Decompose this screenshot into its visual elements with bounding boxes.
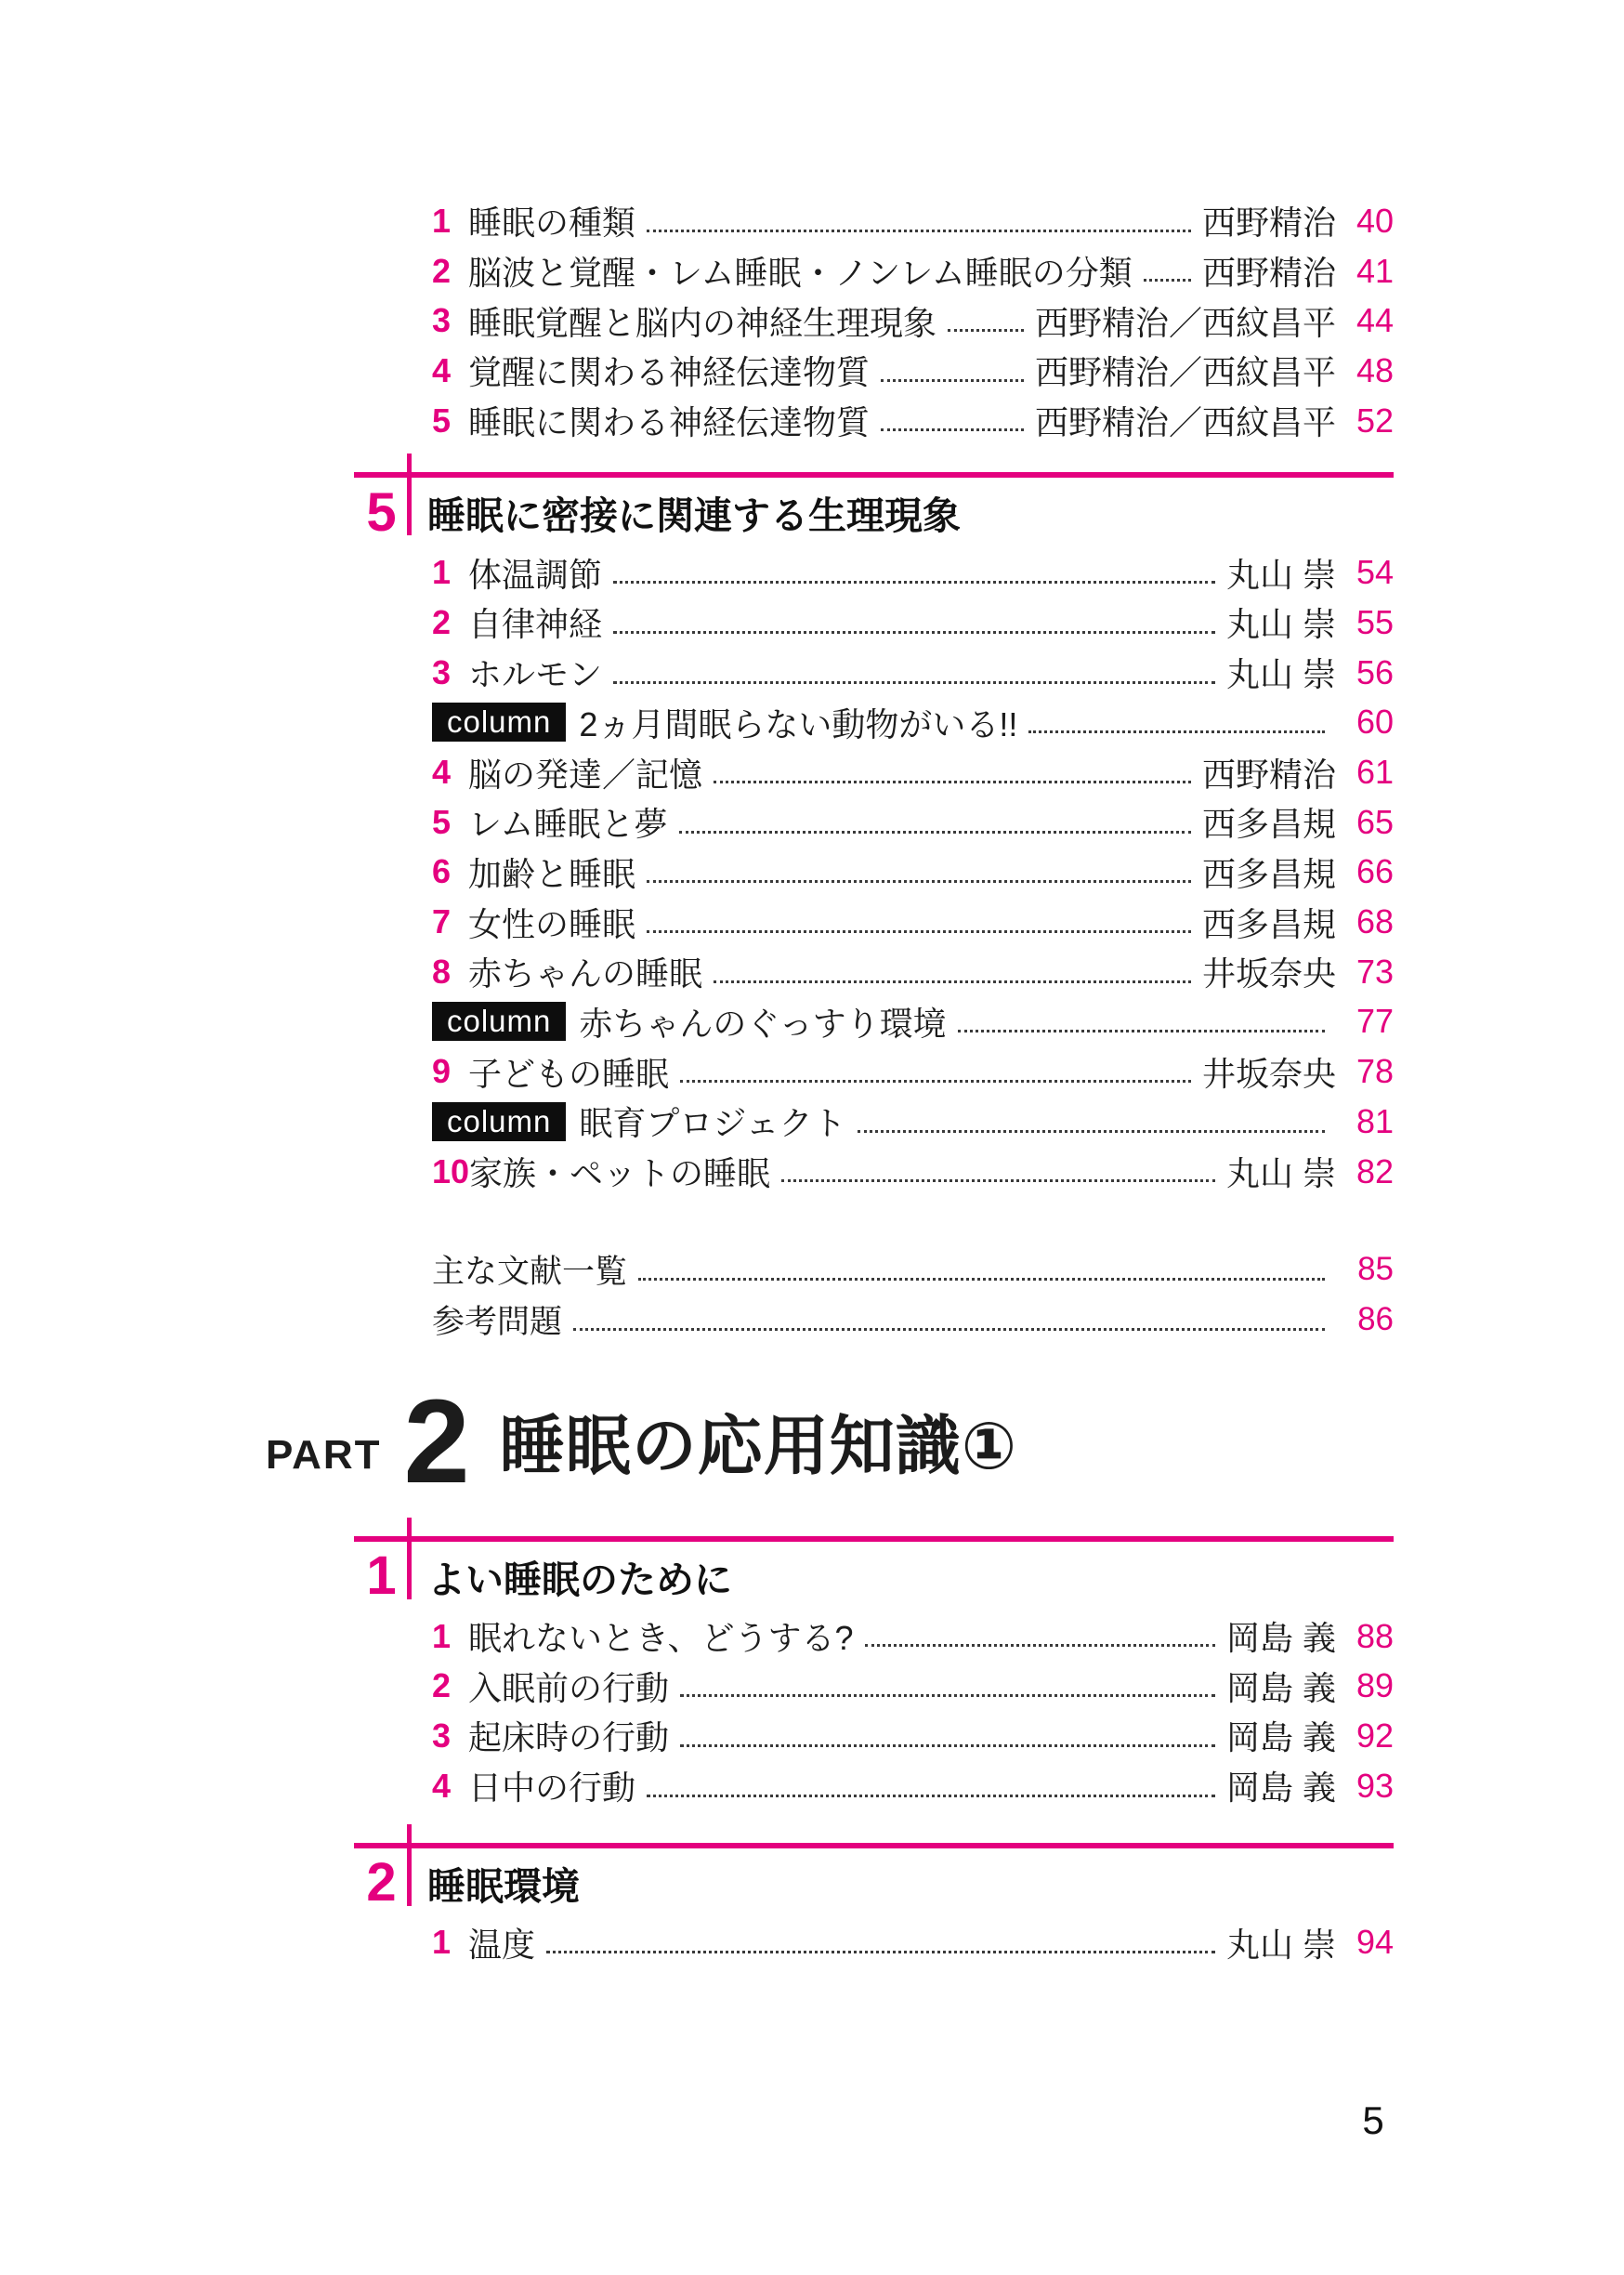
dot-leader bbox=[958, 1030, 1325, 1032]
toc-row bbox=[354, 598, 1394, 648]
toc-row bbox=[354, 547, 1394, 598]
item-author: 西野精治 bbox=[1201, 204, 1336, 243]
item-author: 岡島 義 bbox=[1225, 1668, 1336, 1707]
toc-section bbox=[354, 472, 1394, 1196]
dot-leader bbox=[613, 681, 1215, 684]
toc-group bbox=[354, 1244, 1394, 1344]
item-number: 5 bbox=[432, 401, 452, 440]
dot-leader bbox=[679, 831, 1191, 834]
item-page: 82 bbox=[1356, 1151, 1394, 1190]
toc-row bbox=[354, 797, 1394, 848]
section-number: 5 bbox=[366, 481, 397, 543]
item-author: 西多昌規 bbox=[1201, 854, 1336, 893]
section-number: 2 bbox=[366, 1852, 397, 1913]
item-title: 眠育プロジェクト bbox=[579, 1104, 846, 1143]
item-page: 41 bbox=[1356, 251, 1394, 290]
item-author: 丸山 崇 bbox=[1225, 1154, 1336, 1193]
toc-row bbox=[354, 1611, 1394, 1662]
item-author: 西野精治／西紋昌平 bbox=[1034, 303, 1336, 342]
toc-section bbox=[354, 1536, 1394, 1811]
item-title: 赤ちゃんの睡眠 bbox=[468, 954, 703, 993]
column-badge: column bbox=[432, 1002, 566, 1041]
item-number: 7 bbox=[432, 902, 452, 941]
item-title: 起床時の行動 bbox=[468, 1718, 670, 1757]
toc-row bbox=[354, 1097, 1394, 1147]
item-page: 52 bbox=[1356, 401, 1394, 440]
item-author: 西野精治 bbox=[1201, 254, 1336, 293]
item-page: 68 bbox=[1356, 902, 1394, 941]
dot-leader bbox=[714, 781, 1191, 783]
table-of-contents bbox=[266, 0, 1394, 1967]
part-heading bbox=[266, 1374, 1394, 1508]
item-page: 85 bbox=[1357, 1251, 1394, 1288]
column-badge: column bbox=[432, 703, 566, 742]
toc-row bbox=[354, 296, 1394, 346]
toc-row bbox=[354, 1244, 1394, 1295]
item-title: 睡眠覚醒と脳内の神経生理現象 bbox=[468, 303, 937, 342]
toc-row bbox=[354, 1661, 1394, 1711]
item-page: 81 bbox=[1356, 1101, 1394, 1140]
item-author: 西野精治 bbox=[1201, 755, 1336, 794]
toc-row bbox=[354, 196, 1394, 246]
dot-leader bbox=[1144, 279, 1191, 282]
item-number: 10 bbox=[432, 1151, 470, 1190]
dot-leader bbox=[881, 428, 1024, 431]
section-tick bbox=[407, 1518, 412, 1599]
item-number: 1 bbox=[432, 201, 452, 240]
dot-leader bbox=[613, 581, 1215, 584]
item-title: 子どもの睡眠 bbox=[468, 1054, 670, 1093]
item-page: 55 bbox=[1356, 602, 1394, 641]
item-number: 1 bbox=[432, 1616, 452, 1655]
item-page: 48 bbox=[1356, 350, 1394, 389]
item-number: 2 bbox=[432, 1666, 452, 1705]
item-page: 73 bbox=[1356, 952, 1394, 991]
section-number: 1 bbox=[366, 1545, 397, 1607]
item-title: ホルモン bbox=[468, 655, 603, 694]
section-heading bbox=[354, 478, 1394, 547]
item-title: 温度 bbox=[468, 1925, 536, 1964]
dot-leader bbox=[1028, 730, 1325, 733]
item-author: 丸山 崇 bbox=[1225, 555, 1336, 594]
item-author: 西野精治／西紋昌平 bbox=[1034, 403, 1336, 442]
part-title: 睡眠の応用知識① bbox=[499, 1409, 1017, 1482]
item-author: 西多昌規 bbox=[1201, 805, 1336, 844]
item-title: 眠れないとき、どうする? bbox=[468, 1619, 854, 1658]
item-title: 加齢と睡眠 bbox=[468, 854, 636, 893]
dot-leader bbox=[647, 230, 1191, 232]
part-number: 2 bbox=[403, 1374, 470, 1508]
item-author: 井坂奈央 bbox=[1201, 1054, 1336, 1093]
toc-section bbox=[354, 1843, 1394, 1968]
part-label: PART bbox=[266, 1431, 382, 1478]
dot-leader bbox=[881, 379, 1024, 382]
toc-row bbox=[354, 698, 1394, 748]
section-tick bbox=[407, 454, 412, 535]
item-author: 岡島 義 bbox=[1225, 1769, 1336, 1808]
item-page: 65 bbox=[1356, 802, 1394, 841]
toc-row bbox=[354, 396, 1394, 446]
item-title: 脳波と覚醒・レム睡眠・ノンレム睡眠の分類 bbox=[468, 254, 1133, 293]
toc-row bbox=[354, 1147, 1394, 1197]
item-title: 覚醒に関わる神経伝達物質 bbox=[468, 353, 871, 392]
item-author: 丸山 崇 bbox=[1225, 1925, 1336, 1964]
item-author: 岡島 義 bbox=[1225, 1619, 1336, 1658]
dot-leader bbox=[546, 1951, 1215, 1953]
section-title: よい睡眠のために bbox=[427, 1558, 732, 1601]
toc-row bbox=[354, 246, 1394, 296]
item-number: 6 bbox=[432, 852, 452, 891]
dot-leader bbox=[573, 1328, 1325, 1331]
section-heading bbox=[354, 1542, 1394, 1611]
item-author: 丸山 崇 bbox=[1225, 605, 1336, 644]
item-page: 77 bbox=[1356, 1002, 1394, 1041]
item-title: 女性の睡眠 bbox=[468, 904, 636, 943]
item-number: 1 bbox=[432, 1923, 452, 1962]
item-number: 4 bbox=[432, 350, 452, 389]
item-page: 89 bbox=[1356, 1666, 1394, 1705]
item-page: 94 bbox=[1356, 1923, 1394, 1962]
item-title: 家族・ペットの睡眠 bbox=[469, 1154, 771, 1193]
item-number: 4 bbox=[432, 1766, 452, 1805]
toc-row bbox=[354, 1295, 1394, 1345]
item-title: 参考問題 bbox=[432, 1303, 563, 1340]
toc-row bbox=[354, 997, 1394, 1047]
toc-row bbox=[354, 648, 1394, 698]
item-title: 主な文献一覧 bbox=[432, 1254, 628, 1291]
item-author: 西多昌規 bbox=[1201, 904, 1336, 943]
item-title: 脳の発達／記憶 bbox=[468, 755, 703, 794]
item-title: 睡眠の種類 bbox=[468, 204, 636, 243]
dot-leader bbox=[680, 1080, 1191, 1083]
toc-group bbox=[354, 196, 1394, 445]
item-number: 2 bbox=[432, 602, 452, 641]
page-number: 5 bbox=[1362, 2098, 1384, 2142]
item-page: 61 bbox=[1356, 753, 1394, 792]
item-page: 60 bbox=[1356, 703, 1394, 742]
item-page: 44 bbox=[1356, 301, 1394, 340]
toc-row bbox=[354, 1711, 1394, 1761]
item-title: レム睡眠と夢 bbox=[468, 805, 668, 844]
item-number: 4 bbox=[432, 753, 452, 792]
item-number: 3 bbox=[432, 652, 452, 691]
dot-leader bbox=[613, 631, 1215, 634]
dot-leader bbox=[865, 1644, 1215, 1647]
item-title: 睡眠に関わる神経伝達物質 bbox=[468, 403, 871, 442]
dot-leader bbox=[647, 930, 1191, 933]
item-page: 92 bbox=[1356, 1716, 1394, 1755]
item-title: 自律神経 bbox=[468, 605, 603, 644]
toc-row bbox=[354, 1918, 1394, 1968]
item-author: 井坂奈央 bbox=[1201, 954, 1336, 993]
dot-leader bbox=[680, 1694, 1215, 1697]
dot-leader bbox=[647, 880, 1191, 883]
toc-row bbox=[354, 848, 1394, 898]
dot-leader bbox=[858, 1130, 1325, 1133]
toc-row bbox=[354, 747, 1394, 797]
dot-leader bbox=[948, 329, 1024, 332]
item-number: 3 bbox=[432, 1716, 452, 1755]
toc-row bbox=[354, 897, 1394, 947]
section-title: 睡眠環境 bbox=[427, 1864, 580, 1908]
item-title: 体温調節 bbox=[468, 555, 603, 594]
item-page: 86 bbox=[1357, 1300, 1394, 1337]
item-number: 8 bbox=[432, 952, 452, 991]
item-title: 2ヵ月間眠らない動物がいる!! bbox=[579, 704, 1018, 743]
toc-row bbox=[354, 346, 1394, 396]
item-page: 54 bbox=[1356, 553, 1394, 592]
item-number: 9 bbox=[432, 1052, 452, 1091]
toc-row bbox=[354, 1046, 1394, 1097]
item-number: 2 bbox=[432, 251, 452, 290]
item-title: 入眠前の行動 bbox=[468, 1668, 670, 1707]
column-badge: column bbox=[432, 1102, 566, 1141]
dot-leader bbox=[781, 1179, 1215, 1182]
item-page: 88 bbox=[1356, 1616, 1394, 1655]
dot-leader bbox=[714, 980, 1191, 983]
item-page: 78 bbox=[1356, 1052, 1394, 1091]
item-author: 岡島 義 bbox=[1225, 1718, 1336, 1757]
section-title: 睡眠に密接に関連する生理現象 bbox=[427, 494, 961, 538]
item-page: 66 bbox=[1356, 852, 1394, 891]
toc-row bbox=[354, 1761, 1394, 1811]
item-author: 西野精治／西紋昌平 bbox=[1034, 353, 1336, 392]
section-heading bbox=[354, 1848, 1394, 1918]
item-number: 5 bbox=[432, 802, 452, 841]
item-title: 日中の行動 bbox=[468, 1769, 636, 1808]
item-title: 赤ちゃんのぐっすり環境 bbox=[579, 1004, 947, 1043]
dot-leader bbox=[647, 1795, 1215, 1797]
toc-row bbox=[354, 947, 1394, 997]
section-tick bbox=[407, 1824, 412, 1906]
item-page: 40 bbox=[1356, 201, 1394, 240]
item-page: 93 bbox=[1356, 1766, 1394, 1805]
item-author: 丸山 崇 bbox=[1225, 655, 1336, 694]
dot-leader bbox=[638, 1278, 1325, 1281]
item-number: 3 bbox=[432, 301, 452, 340]
item-number: 1 bbox=[432, 553, 452, 592]
dot-leader bbox=[680, 1744, 1215, 1747]
item-page: 56 bbox=[1356, 652, 1394, 691]
